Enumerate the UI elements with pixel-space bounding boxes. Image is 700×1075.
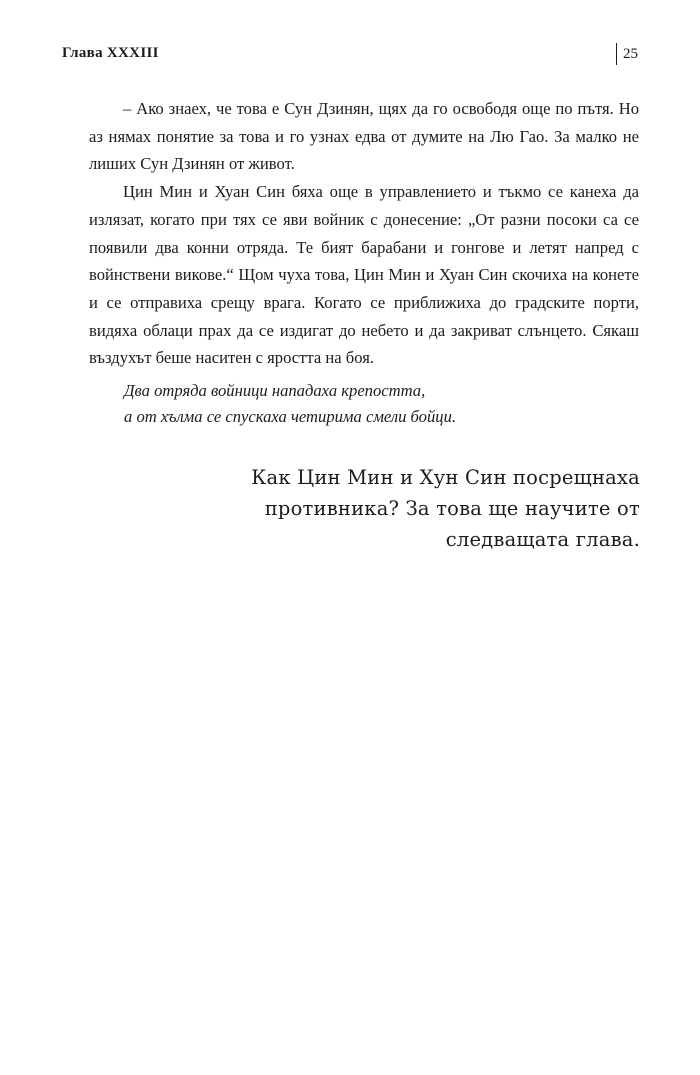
paragraph: Цин Мин и Хуан Син бяха още в управлението и тъкмо се канеха да излязат, когато при тях се яви войник с донесение: „От разни посоки са се появили два конни отряда. Те бият барабани и гонгове и летят напред с войнствени викове.“ Щом чуха това, Цин Мин и Хуан Син скочиха на конете и се отправиха срещу врага. Когато се приближиха до градските порти, видяха облаци прах да се издигат до небето и да закриват слънцето. Сякаш въздухът беше наситен с яростта на боя. bbox=[89, 182, 639, 368]
chapter-title: Глава XXXIII bbox=[62, 45, 159, 61]
closing-line: Как Цин Мин и Хун Син посрещнаха bbox=[251, 466, 640, 489]
page-number-block bbox=[616, 43, 638, 65]
closing-line: следващата глава. bbox=[445, 528, 640, 551]
header-divider bbox=[616, 43, 617, 65]
closing-line: противника? За това ще научите от bbox=[264, 497, 640, 520]
verse bbox=[124, 378, 456, 430]
page-number: 25 bbox=[623, 45, 638, 62]
paragraph: – Ако знаех, че това е Сун Дзинян, щях да го освободя още по пътя. Но аз нямах понятие за това и го узнах едва от думите на Лю Гао. За малко не лиших Сун Дзинян от живот. bbox=[89, 99, 639, 174]
closing-note bbox=[200, 462, 640, 555]
verse-line: а от хълма се спускаха четирима смели бойци. bbox=[124, 407, 457, 426]
body-text bbox=[89, 95, 639, 372]
verse-line: Два отряда войници нападаха крепостта, bbox=[124, 381, 426, 400]
